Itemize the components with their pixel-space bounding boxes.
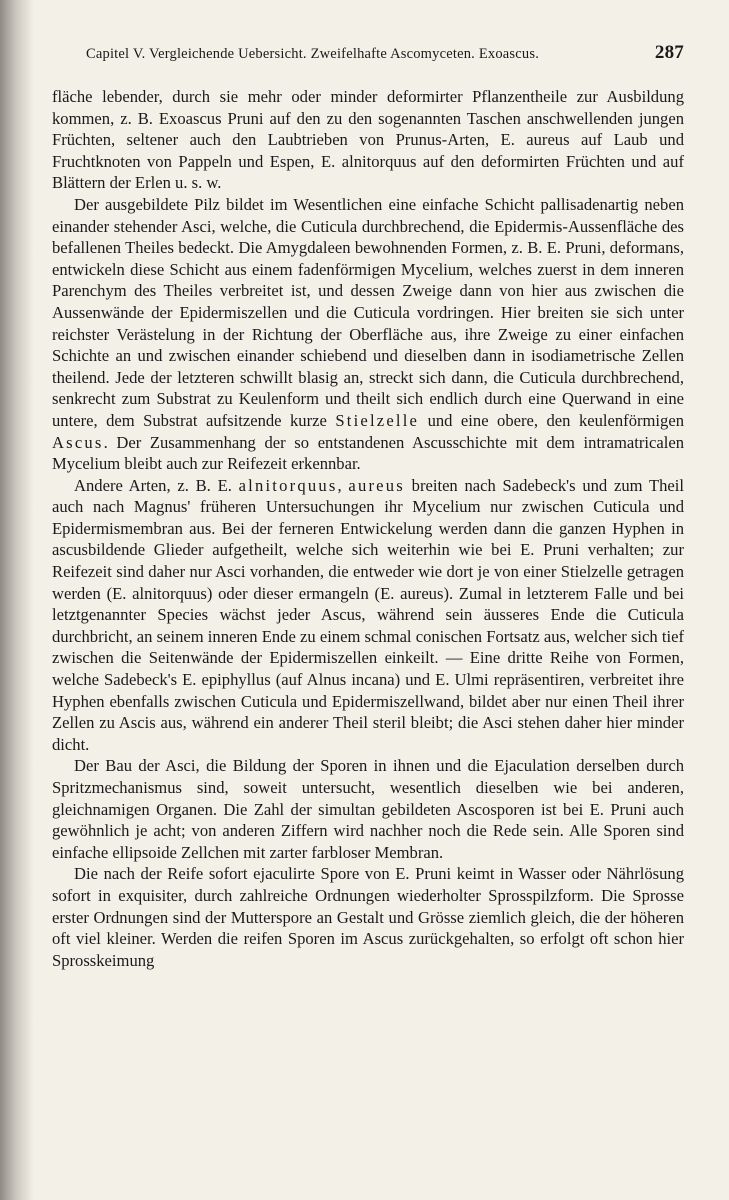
text-run: , — [337, 475, 349, 495]
paragraph — [52, 86, 684, 194]
spaced-term: Stielzelle — [335, 410, 420, 430]
paragraph — [52, 755, 684, 863]
text-run: und eine obere, den keulenförmigen — [419, 410, 684, 430]
text-run: Der ausgebildete Pilz bildet im Wesentlichen eine einfache Schicht pallisadenartig neben einander stehender Asci, welche, die Cuticula durchbrechend, die Epidermis-Aussenfläche des befallenen Theiles bedeckt. Die Amygdaleen bewohnenden Formen, z. B. E. Pruni, deformans, entwickeln diese Schicht aus einem fadenförmigen Mycelium, welches zuerst in dem inneren Parenchym des Theiles verbreitet ist, und dessen Zweige dann von hier aus zwischen die Aussenwände der Epidermiszellen und die Cuticula vordringen. Hier breiten sie sich unter reichster Verästelung in der Richtung der Oberfläche aus, ihre Zweige zu einer einfachen Schichte an und zwischen einander schiebend und dieselben dann in isodiametrische Zellen theilend. Jede der letzteren schwillt blasig an, streckt sich dann, die Cuticula durchbrechend, senkrecht zum Substrat zu Keulenform und theilt sich endlich durch eine Querwand in eine untere, dem Substrat aufsitzende kurze — [52, 194, 684, 430]
binding-shadow — [0, 0, 34, 1200]
body-text — [52, 86, 684, 971]
spaced-term: aureus — [348, 475, 405, 495]
paragraph — [52, 863, 684, 971]
spaced-term: Ascus — [52, 432, 104, 452]
book-page — [52, 36, 684, 971]
text-run: Die nach der Reife sofort ejaculirte Spore von E. Pruni keimt in Wasser oder Nährlösung sofort in exquisiter, durch zahlreiche Ordnungen wiederholter Sprosspilzform. Die Sprosse erster Ordnungen sind der Mutterspore an Gestalt und Grösse ziemlich gleich, die der höheren oft viel kleiner. Werden die reifen Sporen im Ascus zurückgehalten, so erfolgt oft schon hier Sprosskeimung — [52, 864, 684, 970]
running-title: Capitel V. Vergleichende Uebersicht. Zweifelhafte Ascomyceten. Exoascus. — [86, 46, 540, 62]
text-run: breiten nach Sadebeck's und zum Theil auch nach Magnus' früheren Untersuchungen ihr Mycelium nur zwischen Cuticula und Epidermismembran aus. Bei der ferneren Entwickelung werden dann die ganzen Hyphen in ascusbildende Glieder aufgetheilt, welche sich weiterhin wie bei E. Pruni verhalten; zur Reifezeit sind daher nur Asci vorhanden, die entweder wie dort je von einer Stielzelle getragen werden (E. alnitorquus) oder dieser ermangeln (E. aureus). Zumal in letzterem Falle und bei letztgenannter Species wächst jeder Ascus, während sein äusseres Ende die Cuticula durchbricht, an seinem inneren Ende zu einem schmal conischen Fortsatz aus, welcher sich tief zwischen die Seitenwände der Epidermiszellen einkeilt. — Eine dritte Reihe von Formen, welche Sadebeck's E. epiphyllus (auf Alnus incana) und E. Ulmi repräsentiren, verbreitet ihre Hyphen ebenfalls zwischen Cuticula und Epidermiszellwand, bildet aber nur einen Theil ihrer Zellen zu Ascis aus, während ein anderer Theil steril bleibt; die Asci stehen daher hier minder dicht. — [52, 475, 684, 754]
paragraph — [52, 194, 684, 475]
text-run: Andere Arten, z. B. E. — [74, 475, 239, 495]
text-run: fläche lebender, durch sie mehr oder minder deformirter Pflanzentheile zur Ausbildung kommen, z. B. Exoascus Pruni auf den zu den sogenannten Taschen anschwellenden jungen Früchten, seltener auch den Laubtrieben von Prunus-Arten, E. aureus auf Laub und Fruchtknoten von Pappeln und Espen, E. alnitorquus auf den deformirten Früchten und auf Blättern der Erlen u. s. w. — [52, 87, 684, 193]
text-run: Der Bau der Asci, die Bildung der Sporen in ihnen und die Ejaculation derselben durch Spritzmechanismus sind, soweit untersucht, wesentlich dieselben wie bei anderen, gleichnamigen Organen. Die Zahl der simultan gebildeten Ascosporen ist bei E. Pruni auch gewöhnlich je acht; von anderen Ziffern wird nachher noch die Rede sein. Alle Sporen sind einfache ellipsoide Zellchen mit zarter farbloser Membran. — [52, 756, 684, 862]
spaced-term: alnitorquus — [238, 475, 338, 495]
paragraph — [52, 475, 684, 756]
text-run: . Der Zusammenhang der so entstandenen Ascusschichte mit dem intramatricalen Mycelium bleibt auch zur Reifezeit erkennbar. — [52, 432, 684, 474]
page-number: 287 — [654, 42, 684, 63]
running-head — [52, 36, 684, 72]
